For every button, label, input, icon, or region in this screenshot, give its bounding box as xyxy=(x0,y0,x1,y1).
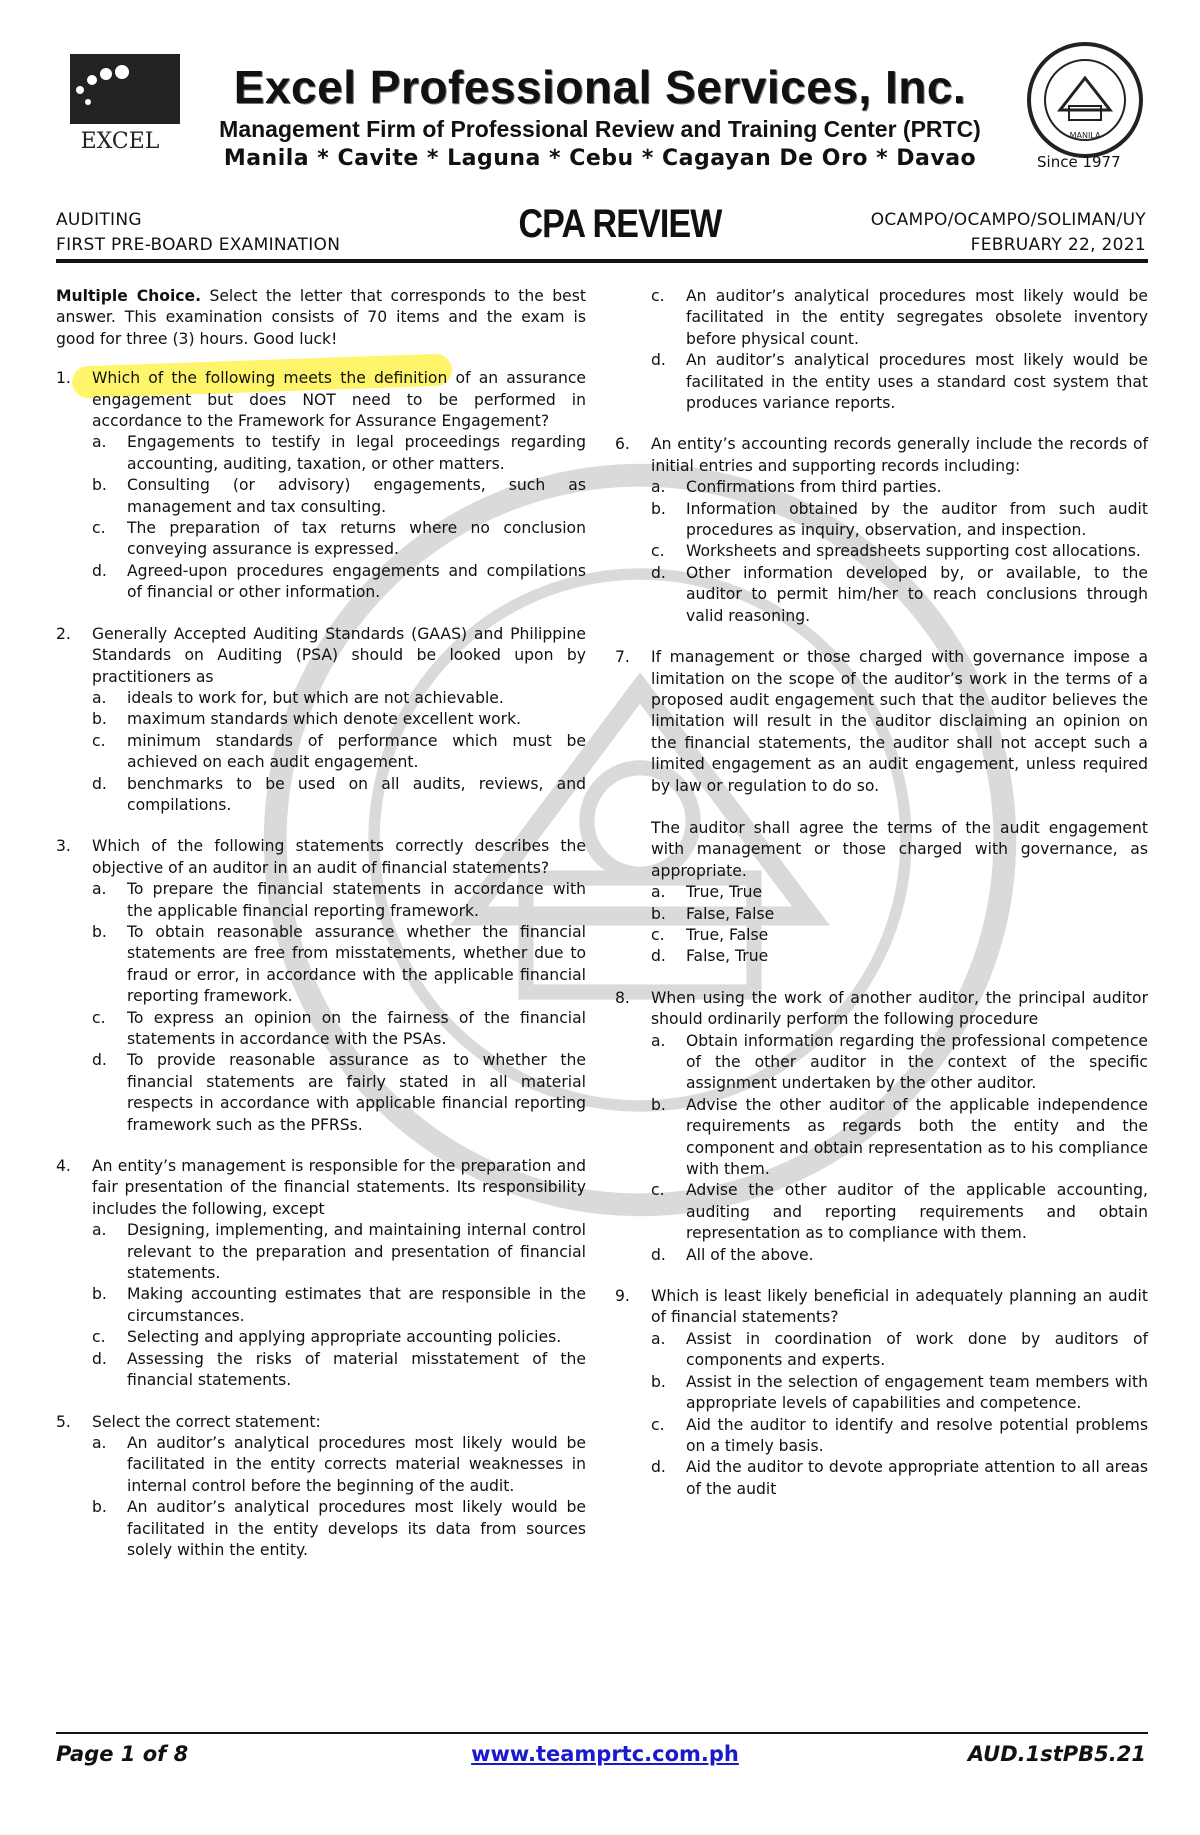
option-text: benchmarks to be used on all audits, reviews, and compilations. xyxy=(127,774,586,814)
option-text: To obtain reasonable assurance whether the financial statements are free from misstatements, whether due to fraud or error, in accordance with the applicable financial reporting framework. xyxy=(127,922,586,1006)
option-text: Engagements to testify in legal proceedings regarding accounting, auditing, taxation, or other matters. xyxy=(127,433,586,473)
question-number: 3. xyxy=(56,837,71,856)
option-letter: a. xyxy=(92,880,107,899)
question-stem: Which is least likely beneficial in adequately planning an audit of financial statements? xyxy=(651,1287,1148,1327)
option-letter: d. xyxy=(92,774,107,793)
website-link[interactable]: www.teamprtc.com.ph xyxy=(471,1742,739,1766)
option-text: Assessing the risks of material misstatement of the financial statements. xyxy=(127,1349,586,1390)
left-column xyxy=(56,286,586,1581)
question-item xyxy=(56,1412,586,1562)
header-rule xyxy=(56,259,1148,263)
logo-text: EXCEL xyxy=(80,129,160,154)
answer-option xyxy=(651,1415,1148,1458)
question-stem: An entity’s accounting records generally include the records of initial entries and supporting records including: xyxy=(651,435,1148,475)
footer-rule xyxy=(56,1732,1148,1734)
answer-option xyxy=(92,879,586,922)
question-item xyxy=(615,1286,1148,1500)
option-letter: b. xyxy=(651,904,666,923)
option-text: False, False xyxy=(686,904,775,923)
option-letter: d. xyxy=(651,351,666,370)
option-letter: a. xyxy=(92,1433,107,1452)
option-letter: b. xyxy=(92,1498,107,1517)
right-column xyxy=(615,286,1148,1520)
option-text: Making accounting estimates that are responsible in the circumstances. xyxy=(127,1285,586,1325)
option-letter: c. xyxy=(92,1328,106,1347)
question-stem: Which of the following statements correctly describes the objective of an auditor in an audit of financial statements? xyxy=(92,837,586,877)
option-letter: c. xyxy=(92,519,106,538)
answer-option xyxy=(651,925,1148,946)
answer-option xyxy=(651,1329,1148,1372)
answer-option xyxy=(92,1497,586,1561)
option-letter: d. xyxy=(92,561,107,580)
option-letter: b. xyxy=(92,1285,107,1304)
answer-option xyxy=(92,518,586,561)
option-text: Agreed-upon procedures engagements and compilations of financial or other information. xyxy=(127,561,586,602)
answer-option xyxy=(92,1349,586,1392)
option-letter: a. xyxy=(92,688,107,707)
option-letter: c. xyxy=(651,542,665,561)
option-text: To express an opinion on the fairness of the financial statements in accordance with the PSAs. xyxy=(127,1008,586,1048)
option-letter: a. xyxy=(92,433,107,452)
option-letter: c. xyxy=(651,1415,665,1434)
exam-meta-right xyxy=(871,208,1146,258)
answer-option xyxy=(651,1031,1148,1095)
option-letter: b. xyxy=(651,1095,666,1114)
option-text: To provide reasonable assurance as to whether the financial statements are fairly stated in all material respects in accordance with applicable financial reporting framework such as the PFRSs. xyxy=(127,1051,586,1134)
option-text: True, False xyxy=(686,925,769,944)
answer-option xyxy=(92,688,586,709)
company-locations: Manila * Cavite * Laguna * Cebu * Cagayan De Oro * Davao xyxy=(223,146,977,171)
question-number: 2. xyxy=(56,624,71,643)
option-text: Advise the other auditor of the applicable independence requirements as regards both the entity and the component and obtain representation as to his compliance with them. xyxy=(686,1095,1148,1179)
instructions xyxy=(56,286,586,350)
question-number: 6. xyxy=(615,435,630,454)
question-item xyxy=(56,368,586,603)
answer-option xyxy=(651,563,1148,627)
company-subtitle: Management Firm of Professional Review and Training Center (PRTC) xyxy=(219,116,981,142)
option-text: Designing, implementing, and maintaining internal control relevant to the preparation and presentation of financial statements. xyxy=(127,1221,586,1283)
option-letter: a. xyxy=(92,1221,107,1240)
option-text: To prepare the financial statements in accordance with the applicable financial reporting framework. xyxy=(127,880,586,920)
option-text: True, True xyxy=(686,883,763,902)
question-number: 4. xyxy=(56,1157,71,1176)
option-letter: b. xyxy=(92,476,107,495)
instructions-text: Select the letter that corresponds to the best answer. This examination consists of 70 items and the exam is good for three (3) hours. Good luck! xyxy=(56,287,587,348)
option-text: Advise the other auditor of the applicable accounting, auditing and reporting requirements and obtain representation as to compliance with them. xyxy=(686,1181,1148,1243)
option-letter: d. xyxy=(651,1458,666,1477)
prtc-seal-icon xyxy=(1025,40,1145,160)
answer-option xyxy=(92,731,586,774)
option-text: maximum standards which denote excellent work. xyxy=(127,710,522,729)
option-letter: a. xyxy=(651,478,666,497)
answer-option xyxy=(651,1457,1148,1500)
option-letter: b. xyxy=(92,710,107,729)
option-text: Worksheets and spreadsheets supporting cost allocations. xyxy=(686,542,1141,561)
answer-option xyxy=(651,1245,1148,1266)
answer-option xyxy=(92,1433,586,1497)
answer-option xyxy=(651,541,1148,562)
option-text: Assist in coordination of work done by auditors of components and experts. xyxy=(686,1329,1148,1370)
question-number: 1. xyxy=(56,369,71,388)
option-letter: d. xyxy=(92,1349,107,1368)
question-item xyxy=(56,836,586,1136)
question-number: 7. xyxy=(615,648,630,667)
question-stem: Select the correct statement: xyxy=(92,1412,321,1431)
cpa-review-title: CPA REVIEW xyxy=(518,202,722,246)
option-text: Aid the auditor to devote appropriate attention to all areas of the audit xyxy=(686,1458,1148,1498)
authors: OCAMPO/OCAMPO/SOLIMAN/UY xyxy=(870,210,1146,230)
question-item xyxy=(615,647,1148,968)
answer-option xyxy=(92,709,586,730)
answer-option xyxy=(651,286,1148,350)
option-text: An auditor’s analytical procedures most likely would be facilitated in the entity uses a standard cost system that produces variance reports. xyxy=(686,351,1148,413)
option-text: All of the above. xyxy=(686,1245,814,1264)
question-number: 9. xyxy=(615,1287,630,1306)
answer-option xyxy=(651,1372,1148,1415)
question-number: 5. xyxy=(56,1412,71,1431)
option-letter: c. xyxy=(651,287,665,305)
answer-option xyxy=(92,922,586,1008)
answer-option xyxy=(92,1284,586,1327)
option-text: Confirmations from third parties. xyxy=(686,478,942,497)
since-year: Since 1977 xyxy=(1037,153,1121,171)
option-letter: d. xyxy=(651,947,666,966)
option-text: Consulting (or advisory) engagements, such as management and tax consulting. xyxy=(127,476,586,516)
svg-text:MANILA: MANILA xyxy=(1069,131,1101,140)
option-letter: c. xyxy=(651,1181,665,1200)
option-text: Selecting and applying appropriate accounting policies. xyxy=(127,1328,562,1347)
option-text: Obtain information regarding the professional competence of the other auditor in the context of the specific assignment undertaken by the other auditor. xyxy=(686,1031,1148,1093)
question-item xyxy=(56,1156,586,1391)
answer-option xyxy=(92,1050,586,1136)
answer-option xyxy=(92,774,586,817)
instructions-label: Multiple Choice. xyxy=(56,287,202,305)
option-letter: d. xyxy=(92,1051,107,1070)
answer-option xyxy=(92,1220,586,1284)
option-letter: b. xyxy=(651,1372,666,1391)
exam-code: AUD.1stPB5.21 xyxy=(967,1742,1146,1766)
question-item xyxy=(615,988,1148,1266)
option-letter: a. xyxy=(651,1031,666,1050)
option-letter: c. xyxy=(92,1008,106,1027)
answer-option xyxy=(651,499,1148,542)
option-text: An auditor’s analytical procedures most likely would be facilitated in the entity develops its data from sources solely within the entity. xyxy=(127,1498,586,1559)
excel-logo-icon xyxy=(50,50,190,160)
answer-option xyxy=(651,946,1148,967)
question-number: 8. xyxy=(615,988,630,1007)
company-block xyxy=(200,60,1000,144)
question-item xyxy=(56,624,586,817)
answer-option xyxy=(92,561,586,604)
answer-option xyxy=(92,432,586,475)
option-letter: c. xyxy=(92,731,106,750)
option-text: An auditor’s analytical procedures most likely would be facilitated in the entity segregates obsolete inventory before physical count. xyxy=(686,287,1148,348)
answer-option xyxy=(651,477,1148,498)
answer-option xyxy=(92,1327,586,1348)
question-stem: An entity’s management is responsible for the preparation and fair presentation of the financial statements. Its responsibility includes the following, except xyxy=(92,1157,586,1218)
question-stem-2: The auditor shall agree the terms of the audit engagement with management or those charged with governance, as appropriate. xyxy=(651,818,1148,880)
option-letter: a. xyxy=(651,883,666,902)
question-item xyxy=(615,434,1148,627)
answer-option xyxy=(651,904,1148,925)
option-letter: d. xyxy=(651,563,666,582)
answer-option xyxy=(651,1095,1148,1181)
company-name: Excel Professional Services, Inc. xyxy=(233,61,967,113)
question-stem: Generally Accepted Auditing Standards (GAAS) and Philippine Standards on Auditing (PSA) should be looked upon by practitioners as xyxy=(92,624,586,686)
question-stem: If management or those charged with governance impose a limitation on the scope of the auditor’s work in the terms of a proposed audit engagement such that the auditor believes the limitation will result in the auditor disclaiming an opinion on the financial statements, the auditor shall not accept such a limited engagement as an audit engagement, unless required by law or regulation to do so. xyxy=(651,648,1148,795)
question-stem: When using the work of another auditor, the principal auditor should ordinarily perform the following procedure xyxy=(651,988,1148,1029)
exam-name: FIRST PRE-BOARD EXAMINATION xyxy=(56,235,341,255)
option-text: Information obtained by the auditor from such audit procedures as inquiry, observation, and inspection. xyxy=(686,499,1148,540)
option-letter: c. xyxy=(651,925,665,944)
page-number: Page 1 of 8 xyxy=(56,1742,189,1766)
option-text: Other information developed by, or available, to the auditor to permit him/her to reach conclusions through valid reasoning. xyxy=(686,563,1148,625)
option-letter: b. xyxy=(651,499,666,518)
question-stem: Which of the following meets the definition of an assurance engagement but does NOT need to be performed in accordance to the Framework for Assurance Engagement? xyxy=(92,369,586,431)
answer-option xyxy=(651,882,1148,903)
option-letter: b. xyxy=(92,922,107,941)
option-letter: d. xyxy=(651,1245,666,1264)
option-text: ideals to work for, but which are not achievable. xyxy=(127,688,504,707)
answer-option xyxy=(92,1008,586,1051)
answer-option xyxy=(651,350,1148,414)
option-letter: a. xyxy=(651,1329,666,1348)
option-text: The preparation of tax returns where no conclusion conveying assurance is expressed. xyxy=(127,519,586,559)
exam-date: FEBRUARY 22, 2021 xyxy=(970,235,1146,255)
answer-option xyxy=(92,475,586,518)
option-text: minimum standards of performance which must be achieved on each audit engagement. xyxy=(127,731,586,772)
answer-option xyxy=(651,1180,1148,1244)
option-text: False, True xyxy=(686,947,769,966)
question-5-continued xyxy=(615,286,1148,414)
subject: AUDITING xyxy=(56,210,142,230)
option-text: An auditor’s analytical procedures most likely would be facilitated in the entity corrects material weaknesses in internal control before the beginning of the audit. xyxy=(127,1433,586,1495)
option-text: Aid the auditor to identify and resolve potential problems on a timely basis. xyxy=(686,1415,1148,1455)
exam-meta-left xyxy=(56,208,340,258)
option-text: Assist in the selection of engagement team members with appropriate levels of capabilities and competence. xyxy=(686,1372,1148,1413)
